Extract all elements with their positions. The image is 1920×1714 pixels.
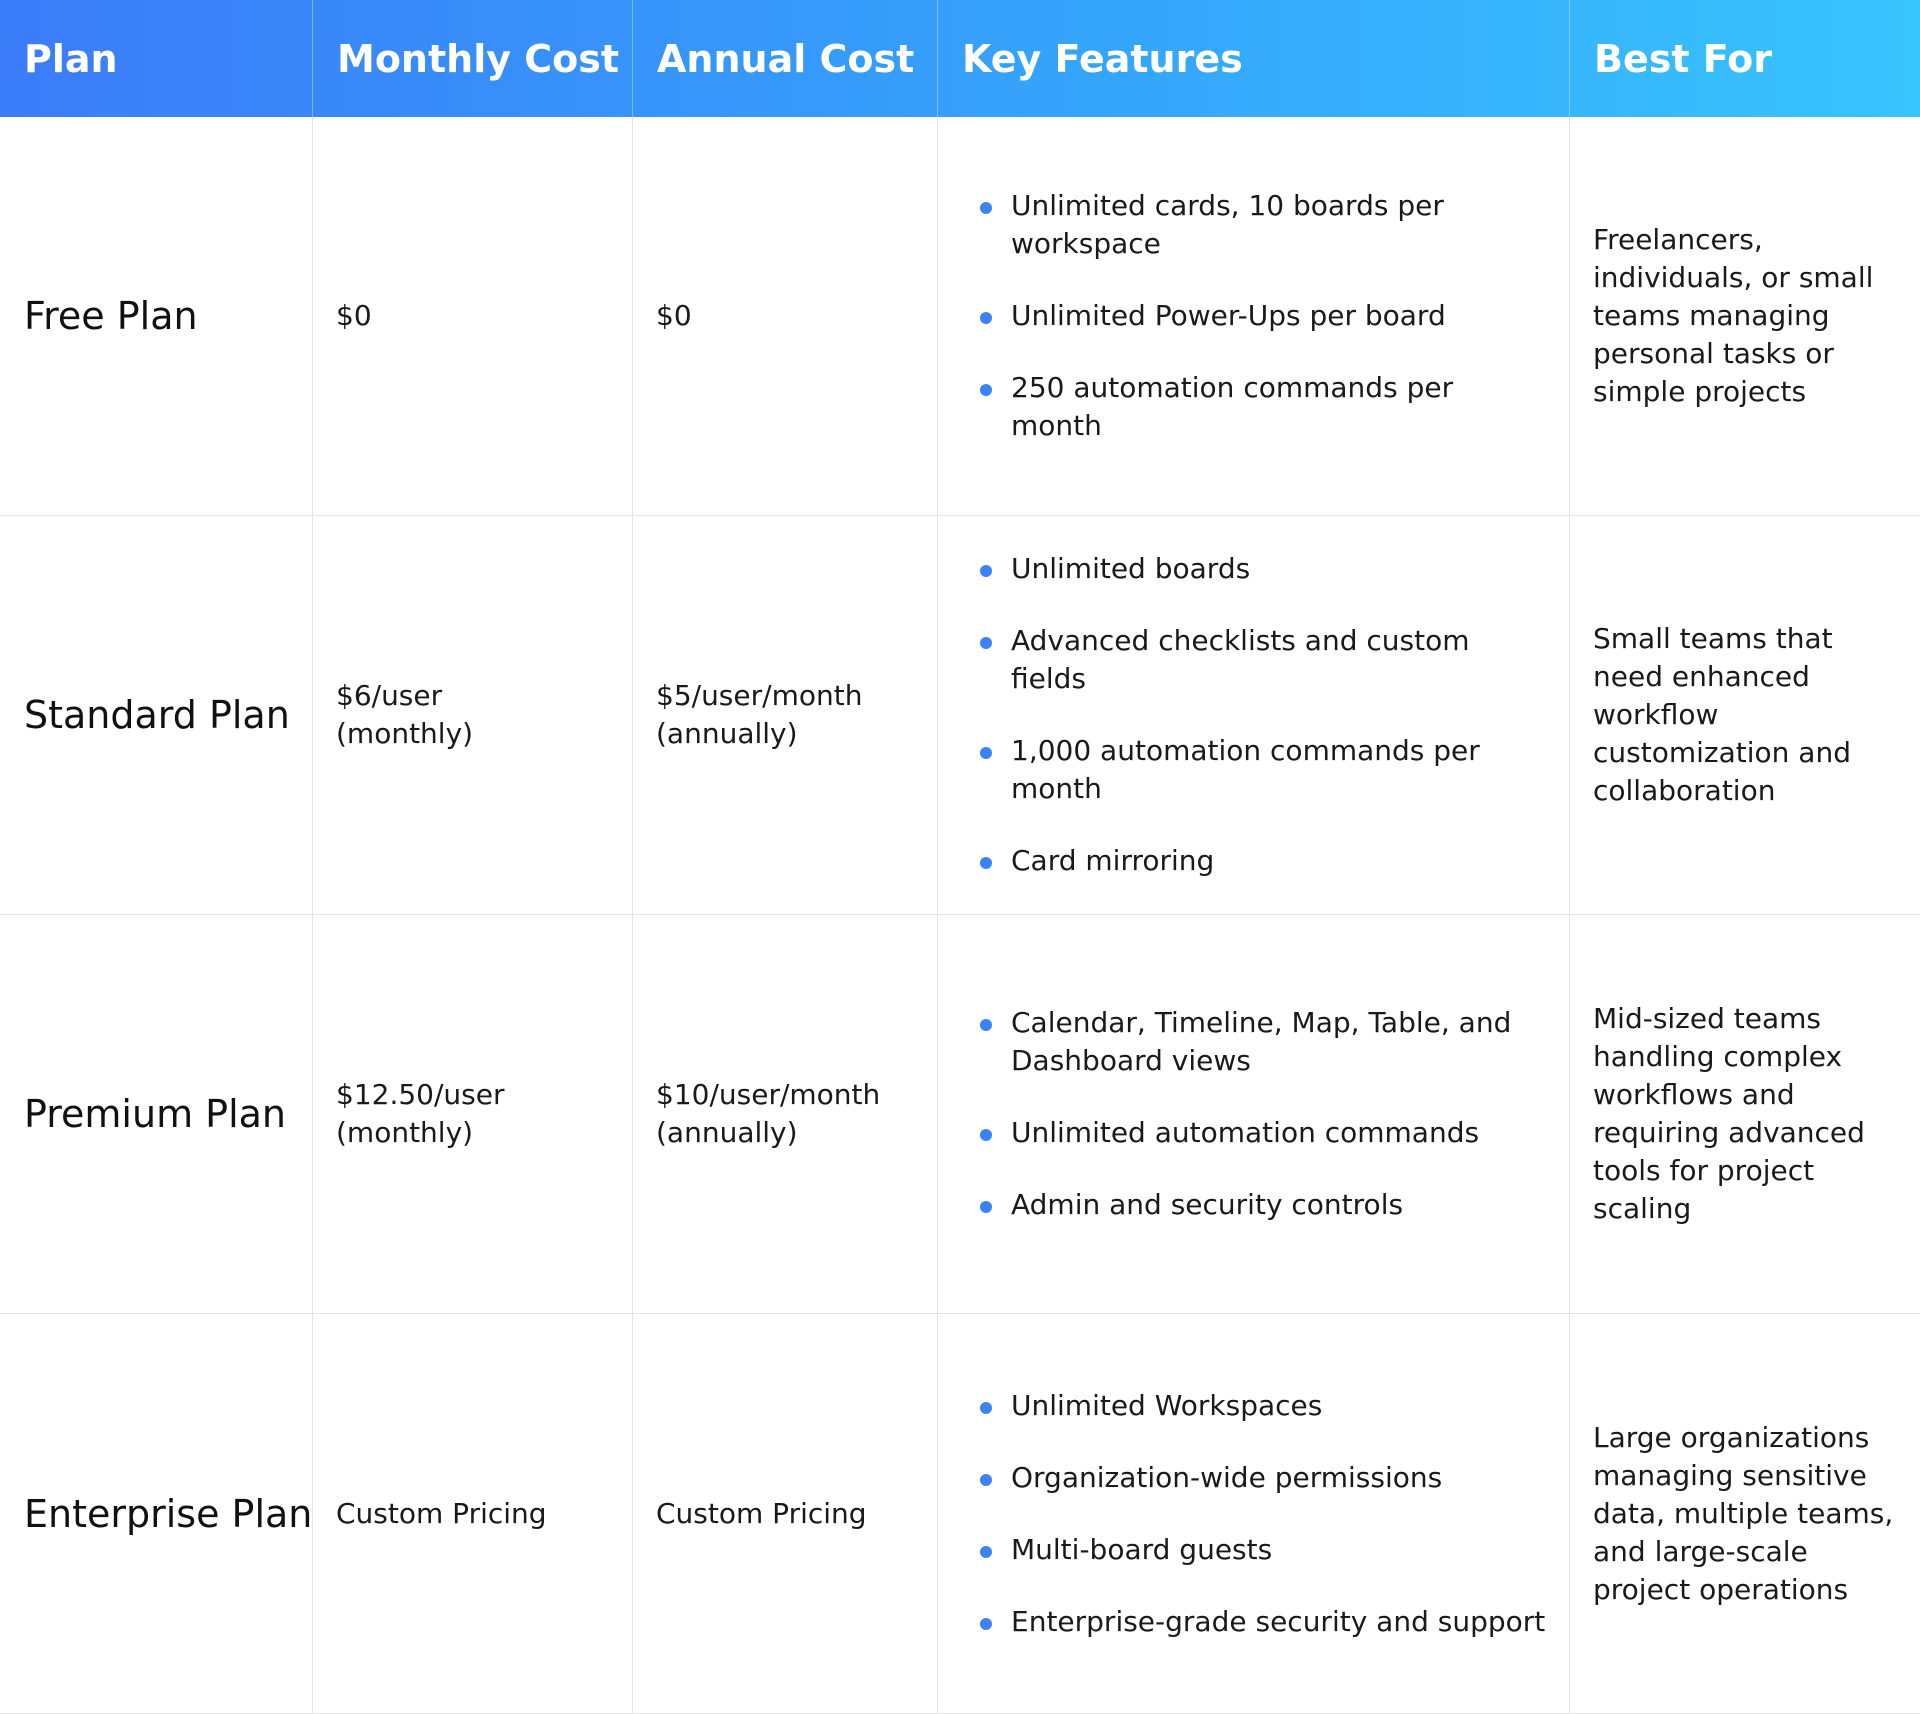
plan-name: Premium Plan — [24, 1092, 287, 1136]
feature-item: Unlimited Workspaces — [980, 1387, 1545, 1425]
key-features-cell — [938, 1314, 1570, 1713]
header-annual-cost: Annual Cost — [633, 0, 938, 117]
monthly-cost-cell — [313, 117, 633, 515]
key-features-cell — [938, 915, 1570, 1313]
bullet-icon — [980, 857, 992, 869]
bullet-icon — [980, 1129, 992, 1141]
feature-item: Calendar, Timeline, Map, Table, and Dashboard views — [980, 1004, 1549, 1080]
feature-item: Admin and security controls — [980, 1186, 1549, 1224]
bullet-icon — [980, 202, 992, 214]
bullet-icon — [980, 747, 992, 759]
bullet-icon — [980, 1402, 992, 1414]
monthly-cost-cell — [313, 516, 633, 914]
table-row — [0, 117, 1920, 516]
annual-cost-cell — [633, 915, 938, 1313]
bullet-icon — [980, 384, 992, 396]
plan-cell — [0, 915, 313, 1313]
plan-cell — [0, 1314, 313, 1713]
feature-list — [980, 550, 1549, 880]
monthly-cost-cell — [313, 915, 633, 1313]
feature-item: Multi-board guests — [980, 1531, 1545, 1569]
monthly-cost: $12.50/user (monthly) — [336, 1078, 505, 1149]
table-row — [0, 1314, 1920, 1714]
best-for-cell — [1570, 516, 1920, 914]
annual-cost: Custom Pricing — [656, 1496, 867, 1530]
best-for-text: Large organizations managing sensitive data, multiple teams, and large-scale project operations — [1593, 1420, 1894, 1606]
feature-item: 1,000 automation commands per month — [980, 732, 1549, 808]
monthly-cost: Custom Pricing — [336, 1496, 547, 1530]
annual-cost-cell — [633, 117, 938, 515]
feature-item: Unlimited boards — [980, 550, 1549, 588]
bullet-icon — [980, 1201, 992, 1213]
key-features-cell — [938, 516, 1570, 914]
monthly-cost-cell — [313, 1314, 633, 1713]
bullet-icon — [980, 1019, 992, 1031]
annual-cost: $10/user/month (annually) — [656, 1078, 881, 1149]
best-for-cell — [1570, 117, 1920, 515]
header-key-features: Key Features — [938, 0, 1570, 117]
feature-item: Unlimited cards, 10 boards per workspace — [980, 187, 1549, 263]
annual-cost-cell — [633, 516, 938, 914]
annual-cost-cell — [633, 1314, 938, 1713]
bullet-icon — [980, 565, 992, 577]
plan-cell — [0, 516, 313, 914]
bullet-icon — [980, 1474, 992, 1486]
bullet-icon — [980, 312, 992, 324]
monthly-cost: $6/user (monthly) — [336, 679, 474, 750]
bullet-icon — [980, 1546, 992, 1558]
monthly-cost: $0 — [336, 299, 372, 332]
bullet-icon — [980, 637, 992, 649]
table-header-row — [0, 0, 1920, 117]
feature-item: Enterprise-grade security and support — [980, 1603, 1545, 1641]
annual-cost: $0 — [656, 299, 692, 332]
plan-cell — [0, 117, 313, 515]
feature-list — [980, 1387, 1545, 1641]
plan-name: Standard Plan — [24, 693, 290, 737]
best-for-cell — [1570, 915, 1920, 1313]
plan-name: Enterprise Plan — [24, 1491, 313, 1536]
best-for-text: Mid-sized teams handling complex workflows and requiring advanced tools for project scaling — [1593, 1002, 1865, 1225]
feature-item: Organization-wide permissions — [980, 1459, 1545, 1497]
header-monthly-cost: Monthly Cost — [313, 0, 633, 117]
bullet-icon — [980, 1618, 992, 1630]
feature-item: Advanced checklists and custom fields — [980, 622, 1549, 698]
best-for-cell — [1570, 1314, 1920, 1713]
plan-name: Free Plan — [24, 294, 198, 338]
header-plan: Plan — [0, 0, 313, 117]
feature-item: Card mirroring — [980, 842, 1549, 880]
table-row — [0, 516, 1920, 915]
best-for-text: Freelancers, individuals, or small teams managing personal tasks or simple projects — [1593, 223, 1874, 408]
feature-list — [980, 1004, 1549, 1224]
feature-list — [980, 187, 1549, 445]
feature-item: 250 automation commands per month — [980, 369, 1549, 445]
table-row — [0, 915, 1920, 1314]
best-for-text: Small teams that need enhanced workflow customization and collaboration — [1593, 622, 1851, 807]
header-best-for: Best For — [1594, 36, 1773, 81]
feature-item: Unlimited automation commands — [980, 1114, 1549, 1152]
annual-cost: $5/user/month (annually) — [656, 679, 863, 750]
feature-item: Unlimited Power-Ups per board — [980, 297, 1549, 335]
key-features-cell — [938, 117, 1570, 515]
